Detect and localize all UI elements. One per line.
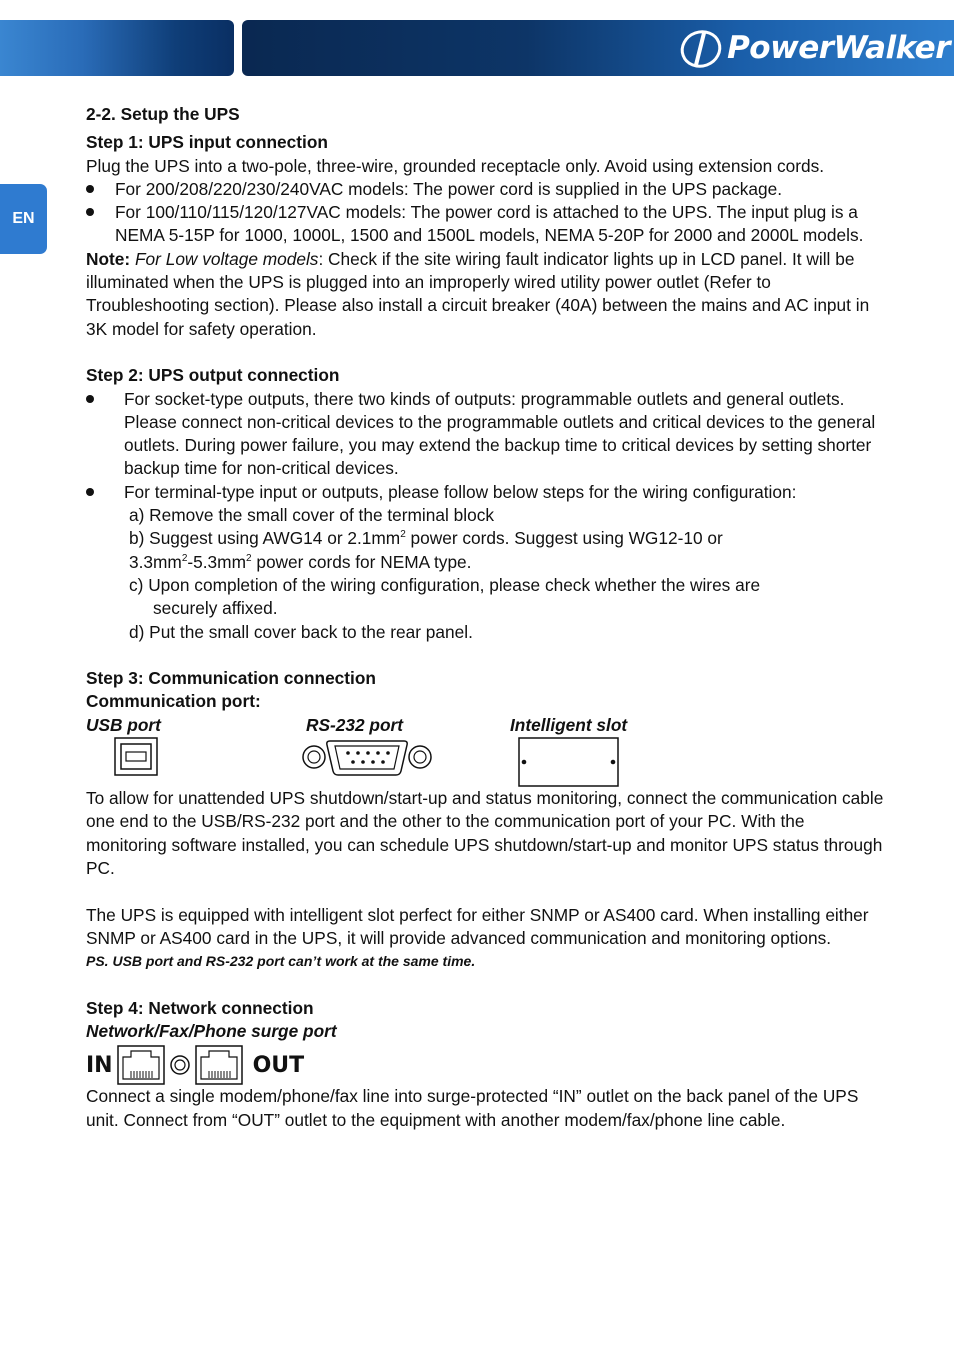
step4-title: Step 4: Network connection xyxy=(86,997,314,1018)
note-text: : Check if the site wiring fault indicator lights up in LCD panel. It will be illuminated when the UPS is plugged into an improperly wired utility power outlet (Refer to Troubleshooting section). Please also install a circuit breaker (40A) between the mains and AC input in 3K model for safety operation. xyxy=(86,248,870,339)
step1-title: Step 1: UPS input connection xyxy=(86,132,328,153)
step1-bullet-1: For 200/208/220/230/240VAC models: The power cord is supplied in the UPS package. xyxy=(86,178,884,201)
in-label: IN xyxy=(86,1052,113,1078)
step2-bullet-2: For terminal-type input or outputs, please follow below steps for the wiring configuration: xyxy=(86,481,884,504)
step2-sub-d: d) Put the small cover back to the rear panel. xyxy=(129,621,473,642)
step2-title: Step 2: UPS output connection xyxy=(86,365,340,386)
step2-bullet-1: For socket-type outputs, there two kinds of outputs: programmable outlets and general outlets. Please connect non-critical devices to the programmable outlets and critical devices to the general outlets. During power failure, you may extend the backup time to critical devices by setting shorter backup time for non-critical devices. xyxy=(86,388,884,481)
step2-sub-c: c) Upon completion of the wiring configuration, please check whether the wires are xyxy=(129,574,761,595)
step3-para-1: To allow for unattended UPS shutdown/start-up and status monitoring, connect the communication cable one end to the USB/RS-232 port and the other to the communication port of your PC. With the monitoring software installed, you can schedule UPS shutdown/start-up and monitor UPS status through PC. xyxy=(86,788,884,878)
step4-subtitle: Network/Fax/Phone surge port xyxy=(86,1020,337,1041)
surge-port-figure xyxy=(86,1045,884,1085)
port-images xyxy=(86,737,884,787)
step2-sub-b: b) Suggest using AWG14 or $2.1mm^2$ power cords. Suggest using WG12-10 or xyxy=(129,528,723,549)
port-labels xyxy=(86,714,884,737)
step1-intro: Plug the UPS into a two-pole, three-wire, grounded receptacle only. Avoid using extension cords. xyxy=(86,155,825,176)
step4-para: Connect a single modem/phone/fax line into surge-protected “IN” outlet on the back panel of the UPS unit. Connect from “OUT” outlet to the equipment with another modem/fax/phone line cable. xyxy=(86,1086,859,1130)
step3-para-2: The UPS is equipped with intelligent slot perfect for either SNMP or AS400 card. When installing either SNMP or AS400 card in the UPS, it will provide advanced communication and monitoring options. xyxy=(86,904,869,948)
intelligent-slot-icon xyxy=(518,737,620,787)
note-label: Note: xyxy=(86,248,131,269)
step2-sub-a: a) Remove the small cover of the terminal block xyxy=(129,505,494,526)
step3-title: Step 3: Communication connection xyxy=(86,668,376,689)
note-italic: For Low voltage models xyxy=(134,248,319,269)
usb-port-label: USB port xyxy=(86,714,161,735)
document-body xyxy=(86,103,884,1132)
intelligent-slot-label: Intelligent slot xyxy=(510,714,628,735)
language-tab[interactable]: EN xyxy=(0,184,47,254)
brand-name: PowerWalker xyxy=(727,30,950,67)
step2-sub-c-cont: securely affixed. xyxy=(153,598,278,619)
step3-ps-note: PS. USB port and RS-232 port can’t work at the same time. xyxy=(86,953,476,970)
brand-logo xyxy=(679,24,950,74)
usb-port-icon xyxy=(114,737,160,777)
rs232-port-icon xyxy=(300,737,436,781)
step3-subtitle: Communication port: xyxy=(86,691,261,712)
rj-jack-in-icon xyxy=(117,1045,165,1085)
step1-bullet-2: For 100/110/115/120/127VAC models: The power cord is attached to the UPS. The input plug is a NEMA 5-15P for 1000, 1000L, 1500 and 1500L models, NEMA 5-20P for 2000 and 2000L models. xyxy=(86,201,884,248)
rj-jack-out-icon xyxy=(195,1045,243,1085)
power-logo-icon xyxy=(679,27,723,71)
header-bar-left xyxy=(0,20,234,76)
ground-screw-icon xyxy=(169,1054,191,1076)
step2-sub-b-cont: $3.3mm^2-5.3mm^2$ power cords for NEMA type. xyxy=(129,551,472,572)
rs232-port-label: RS-232 port xyxy=(306,714,403,735)
step1-note xyxy=(86,248,884,341)
section-title: 2-2. Setup the UPS xyxy=(86,104,240,124)
out-label: OUT xyxy=(252,1052,305,1078)
